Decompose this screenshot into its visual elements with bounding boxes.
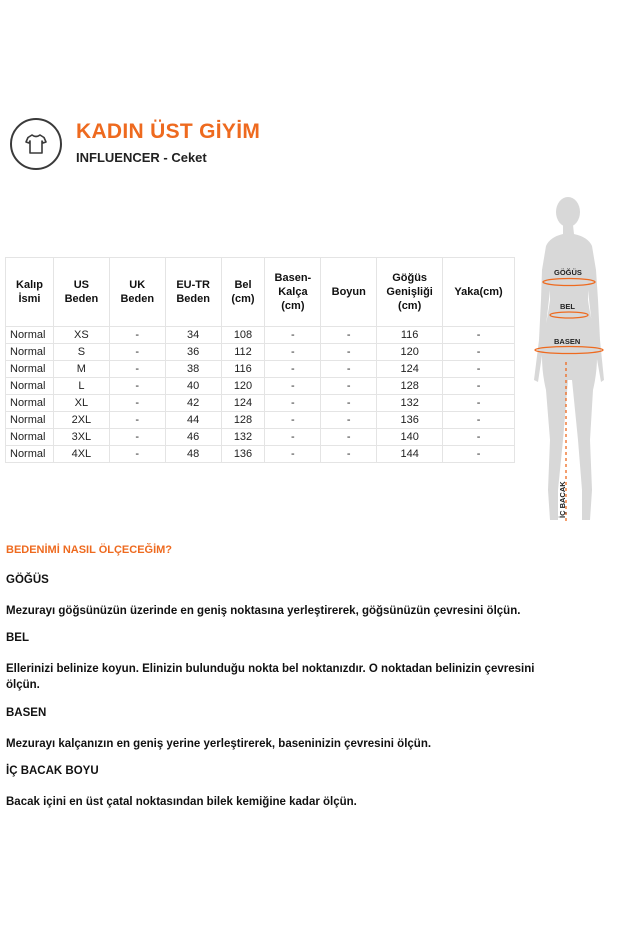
page-title: KADIN ÜST GİYİM	[76, 120, 261, 143]
inseam-heading: İÇ BACAK BOYU	[6, 765, 99, 777]
column-header-line: US	[73, 279, 90, 291]
column-header-line: Beden	[176, 293, 210, 305]
waist-label: BEL	[560, 302, 575, 311]
table-cell: XL	[53, 395, 109, 412]
table-cell: -	[443, 327, 515, 344]
table-cell: 3XL	[53, 429, 109, 446]
column-header	[109, 258, 165, 327]
inseam-label: İÇ BACAK	[558, 481, 567, 518]
table-cell: 38	[165, 361, 221, 378]
column-header-line: Yaka(cm)	[454, 286, 503, 298]
table-cell: 42	[165, 395, 221, 412]
column-header-line: (cm)	[281, 300, 305, 312]
table-cell: 44	[165, 412, 221, 429]
table-cell: S	[53, 344, 109, 361]
body-measurement-figure	[530, 190, 620, 530]
table-cell: -	[321, 378, 377, 395]
table-cell: -	[443, 412, 515, 429]
size-table	[5, 257, 515, 463]
table-cell: -	[321, 327, 377, 344]
table-cell: 36	[165, 344, 221, 361]
table-cell: 124	[377, 361, 443, 378]
table-cell: 120	[221, 378, 265, 395]
table-cell: 48	[165, 446, 221, 463]
table-cell: -	[321, 361, 377, 378]
table-cell: -	[321, 446, 377, 463]
column-header	[321, 258, 377, 327]
table-cell: Normal	[6, 395, 54, 412]
table-row	[6, 327, 515, 344]
column-header-line: EU-TR	[176, 279, 210, 291]
table-cell: -	[109, 412, 165, 429]
column-header-line: Genişliği	[386, 286, 433, 298]
table-row	[6, 429, 515, 446]
table-cell: Normal	[6, 361, 54, 378]
table-cell: -	[265, 429, 321, 446]
table-cell: -	[265, 361, 321, 378]
table-cell: -	[109, 327, 165, 344]
table-cell: 144	[377, 446, 443, 463]
shirt-icon-badge	[10, 118, 62, 170]
column-header-line: Kalça	[278, 286, 308, 298]
table-row	[6, 361, 515, 378]
inseam-description: Bacak içini en üst çatal noktasından bilek kemiğine kadar ölçün.	[6, 796, 357, 808]
table-row	[6, 344, 515, 361]
table-cell: -	[443, 395, 515, 412]
table-cell: 132	[377, 395, 443, 412]
column-header-line: UK	[129, 279, 146, 291]
table-cell: -	[321, 344, 377, 361]
chest-label: GÖĞÜS	[554, 268, 582, 277]
table-cell: M	[53, 361, 109, 378]
column-header	[443, 258, 515, 327]
table-cell: Normal	[6, 429, 54, 446]
table-cell: -	[265, 395, 321, 412]
column-header-line: Göğüs	[392, 272, 428, 284]
waist-heading: BEL	[6, 632, 29, 644]
table-cell: Normal	[6, 344, 54, 361]
table-cell: 46	[165, 429, 221, 446]
column-header	[53, 258, 109, 327]
table-row	[6, 412, 515, 429]
table-cell: -	[443, 361, 515, 378]
table-row	[6, 446, 515, 463]
table-header-row	[6, 258, 515, 327]
table-row	[6, 395, 515, 412]
hip-description: Mezurayı kalçanızın en geniş yerine yerleştirerek, baseninizin çevresini ölçün.	[6, 738, 432, 750]
column-header-line: Kalıp	[16, 279, 43, 291]
table-cell: 128	[221, 412, 265, 429]
table-cell: 108	[221, 327, 265, 344]
table-cell: 136	[221, 446, 265, 463]
column-header-line: İsmi	[18, 293, 41, 305]
table-cell: -	[443, 446, 515, 463]
column-header-line: (cm)	[231, 293, 255, 305]
table-cell: 140	[377, 429, 443, 446]
column-header-line: Bel	[234, 279, 252, 291]
table-cell: 132	[221, 429, 265, 446]
table-cell: 120	[377, 344, 443, 361]
table-cell: Normal	[6, 378, 54, 395]
measure-guide-title: BEDENİMİ NASIL ÖLÇECEĞİM?	[6, 544, 173, 556]
chest-description: Mezurayı göğsünüzün üzerinde en geniş noktasına yerleştirerek, göğsünüzün çevresini ölçün.	[6, 605, 521, 617]
table-cell: -	[109, 446, 165, 463]
column-header-line: (cm)	[398, 300, 422, 312]
column-header	[221, 258, 265, 327]
table-cell: -	[109, 361, 165, 378]
table-cell: -	[443, 344, 515, 361]
column-header	[377, 258, 443, 327]
table-cell: 124	[221, 395, 265, 412]
table-cell: -	[265, 327, 321, 344]
table-cell: 116	[221, 361, 265, 378]
table-cell: -	[109, 429, 165, 446]
column-header	[265, 258, 321, 327]
hip-heading: BASEN	[6, 707, 47, 719]
table-cell: 128	[377, 378, 443, 395]
table-cell: -	[109, 395, 165, 412]
table-cell: Normal	[6, 412, 54, 429]
table-body	[6, 327, 515, 463]
product-subtitle: INFLUENCER - Ceket	[76, 150, 207, 165]
table-cell: -	[265, 446, 321, 463]
table-cell: 116	[377, 327, 443, 344]
table-cell: Normal	[6, 446, 54, 463]
table-cell: -	[321, 412, 377, 429]
chest-heading: GÖĞÜS	[6, 574, 49, 586]
table-row	[6, 378, 515, 395]
table-cell: -	[321, 395, 377, 412]
table-cell: L	[53, 378, 109, 395]
column-header-line: Boyun	[331, 286, 366, 298]
table-cell: -	[109, 344, 165, 361]
hip-label: BASEN	[554, 337, 581, 346]
table-cell: 34	[165, 327, 221, 344]
column-header-line: Basen-	[274, 272, 312, 284]
table-cell: XS	[53, 327, 109, 344]
waist-description: Ellerinizi belinize koyun. Elinizin bulunduğu nokta bel noktanızdır. O noktadan belinizin çevresini ölçün.	[6, 663, 535, 691]
table-cell: 40	[165, 378, 221, 395]
body-silhouette	[534, 197, 604, 520]
column-header	[165, 258, 221, 327]
table-cell: -	[265, 412, 321, 429]
table-cell: -	[265, 378, 321, 395]
table-cell: 2XL	[53, 412, 109, 429]
tshirt-icon	[24, 132, 48, 156]
table-cell: 136	[377, 412, 443, 429]
table-cell: Normal	[6, 327, 54, 344]
column-header	[6, 258, 54, 327]
table-cell: 112	[221, 344, 265, 361]
table-cell: 4XL	[53, 446, 109, 463]
table-cell: -	[109, 378, 165, 395]
table-cell: -	[265, 344, 321, 361]
header	[10, 118, 410, 174]
column-header-line: Beden	[64, 293, 99, 305]
table-cell: -	[443, 429, 515, 446]
table-cell: -	[443, 378, 515, 395]
column-header-line: Beden	[120, 293, 155, 305]
table-cell: -	[321, 429, 377, 446]
